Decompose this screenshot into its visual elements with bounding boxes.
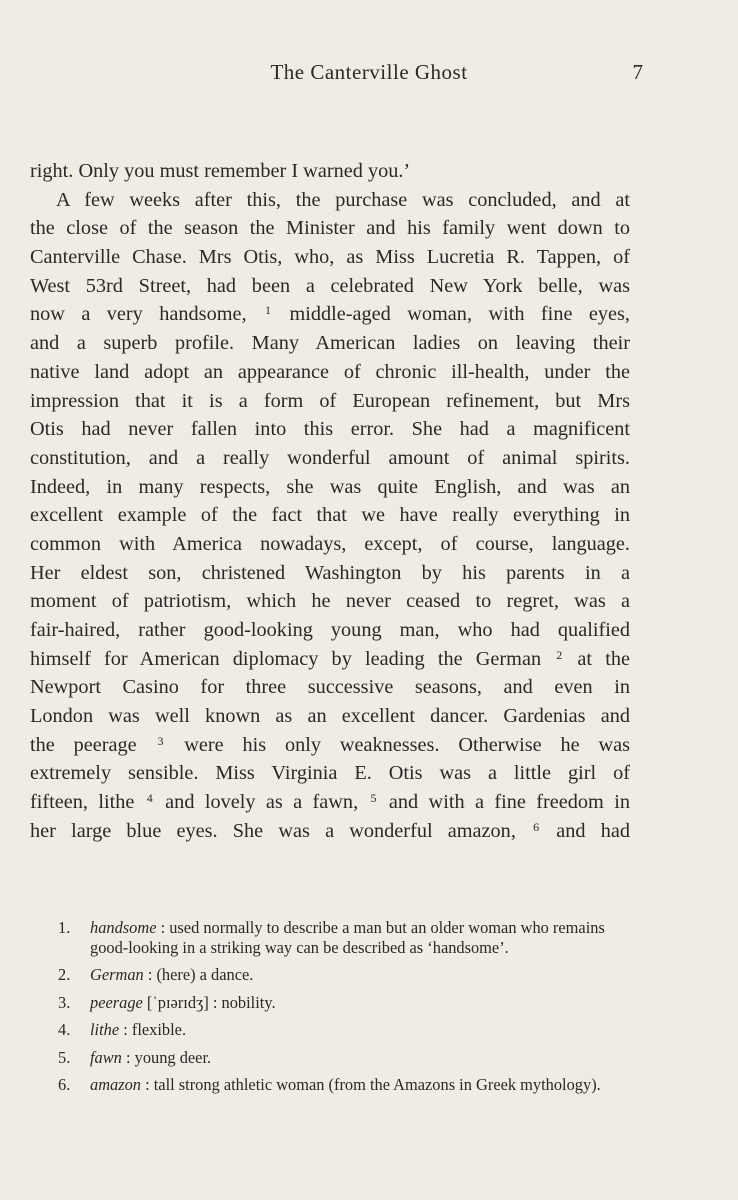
text-line xyxy=(30,673,630,702)
text-segment: excellent example of the fact that we have really everything in xyxy=(30,504,630,527)
text-segment: Otis had never fallen into this error. She had a magnificent xyxy=(30,418,630,441)
text-line xyxy=(30,329,630,358)
text-segment: moment of patriotism, which he never ceased to regret, was a xyxy=(30,590,630,613)
footnote-definition: : used normally to describe a man but an older woman who remains good-looking in a striking way can be described as ‘handsome’. xyxy=(90,918,605,957)
text-line xyxy=(30,616,630,645)
footnote-number: 2. xyxy=(58,965,71,984)
text-segment: right. Only you must remember I warned you.’ xyxy=(30,160,411,182)
text-line xyxy=(30,186,630,215)
text-line xyxy=(30,587,630,616)
text-segment: Her eldest son, christened Washington by his parents in a xyxy=(30,561,630,584)
footnote-term: handsome xyxy=(90,918,157,937)
footnote-marker: 2 xyxy=(556,647,563,662)
text-segment: her large blue eyes. She was a wonderful amazon, xyxy=(30,819,516,842)
text-line xyxy=(30,157,630,186)
page-number: 7 xyxy=(632,60,643,84)
text-line xyxy=(30,530,630,559)
text-segment: and lovely as a fawn, xyxy=(165,791,359,814)
text-line xyxy=(30,788,630,817)
footnote-term: peerage xyxy=(90,992,143,1012)
text-line xyxy=(30,415,630,444)
footnote-marker: 5 xyxy=(370,791,377,806)
footnotes xyxy=(58,918,628,1103)
text-line xyxy=(30,817,630,846)
footnote-number: 6. xyxy=(58,1075,71,1094)
text-line xyxy=(30,473,630,502)
text-line xyxy=(30,759,630,788)
footnote-text xyxy=(90,1075,628,1095)
text-segment: himself for American diplomacy by leading the German xyxy=(30,647,542,670)
text-segment: A few weeks after this, the purchase was concluded, and at xyxy=(56,188,630,211)
text-line xyxy=(30,731,630,760)
footnote-term: amazon xyxy=(90,1075,141,1094)
footnote-term: German xyxy=(90,965,144,984)
footnote-marker: 4 xyxy=(146,791,153,806)
text-segment: the close of the season the Minister and his family went down to xyxy=(30,217,630,240)
footnote-term: fawn xyxy=(90,1047,122,1067)
footnote-item xyxy=(58,1048,628,1068)
text-segment: and a superb profile. Many American ladies on leaving their xyxy=(30,332,630,355)
text-line xyxy=(30,214,630,243)
text-segment: Newport Casino for three successive seasons, and even in xyxy=(30,676,630,699)
text-segment: and with a fine freedom in xyxy=(388,791,630,814)
footnote-text xyxy=(90,1020,628,1040)
footnote-definition: : flexible. xyxy=(119,1020,187,1039)
text-line xyxy=(30,387,630,416)
text-segment: now a very handsome, xyxy=(30,303,247,326)
footnote-text xyxy=(90,965,628,985)
text-line xyxy=(30,272,630,301)
text-segment: fifteen, lithe xyxy=(30,791,135,814)
footnote-number: 1. xyxy=(58,918,71,937)
text-segment: constitution, and a really wonderful amount of animal spirits. xyxy=(30,446,630,469)
text-line xyxy=(30,702,630,731)
body-text xyxy=(30,157,630,846)
text-line xyxy=(30,444,630,473)
footnote-number: 5. xyxy=(58,1047,71,1067)
footnote-marker: 6 xyxy=(533,819,540,834)
text-segment: common with America nowadays, except, of course, language. xyxy=(30,532,630,555)
footnote-definition: : (here) a dance. xyxy=(143,965,254,984)
text-segment: London was well known as an excellent dancer. Gardenias and xyxy=(30,705,630,728)
footnote-item xyxy=(58,1020,628,1040)
text-segment: impression that it is a form of European refinement, but Mrs xyxy=(30,389,630,412)
footnote-item xyxy=(58,965,628,985)
footnote-text xyxy=(90,918,628,957)
text-segment: fair-haired, rather good-looking young man, who had qualified xyxy=(30,619,630,641)
text-segment: native land adopt an appearance of chronic ill-health, under the xyxy=(30,360,630,383)
text-segment: extremely sensible. Miss Virginia E. Otis was a little girl of xyxy=(30,762,630,785)
footnote-number: 4. xyxy=(58,1020,71,1039)
text-segment: the peerage xyxy=(30,733,137,756)
text-line xyxy=(30,645,630,674)
footnote-definition: : tall strong athletic woman (from the Amazons in Greek mythology). xyxy=(141,1075,601,1094)
running-title: The Canterville Ghost xyxy=(270,60,468,84)
footnote-item xyxy=(58,1075,628,1095)
text-segment: West 53rd Street, had been a celebrated New York belle, was xyxy=(30,274,630,297)
footnote-text xyxy=(90,1048,628,1068)
running-header xyxy=(0,60,738,90)
footnote-item xyxy=(58,993,628,1013)
text-segment: Indeed, in many respects, she was quite English, and was an xyxy=(30,475,630,498)
text-line xyxy=(30,358,630,387)
text-segment: Canterville Chase. Mrs Otis, who, as Miss Lucretia R. Tappen, of xyxy=(30,246,630,269)
text-line xyxy=(30,501,630,530)
footnote-term: lithe xyxy=(90,1020,120,1039)
text-segment: were his only weaknesses. Otherwise he was xyxy=(184,733,630,756)
footnote-number: 3. xyxy=(58,992,71,1012)
text-segment: and had xyxy=(556,819,630,842)
text-line xyxy=(30,559,630,588)
footnote-item xyxy=(58,918,628,957)
text-segment: at the xyxy=(577,647,630,670)
text-segment: middle-aged woman, with fine eyes, xyxy=(289,303,630,326)
footnote-text xyxy=(90,993,628,1013)
footnote-definition: : young deer. xyxy=(121,1047,212,1067)
text-line xyxy=(30,243,630,272)
footnote-marker: 1 xyxy=(265,303,271,318)
text-line xyxy=(30,300,630,329)
footnote-marker: 3 xyxy=(157,733,164,748)
footnote-definition: [ˈpɪərɪdʒ] : nobility. xyxy=(142,992,276,1012)
